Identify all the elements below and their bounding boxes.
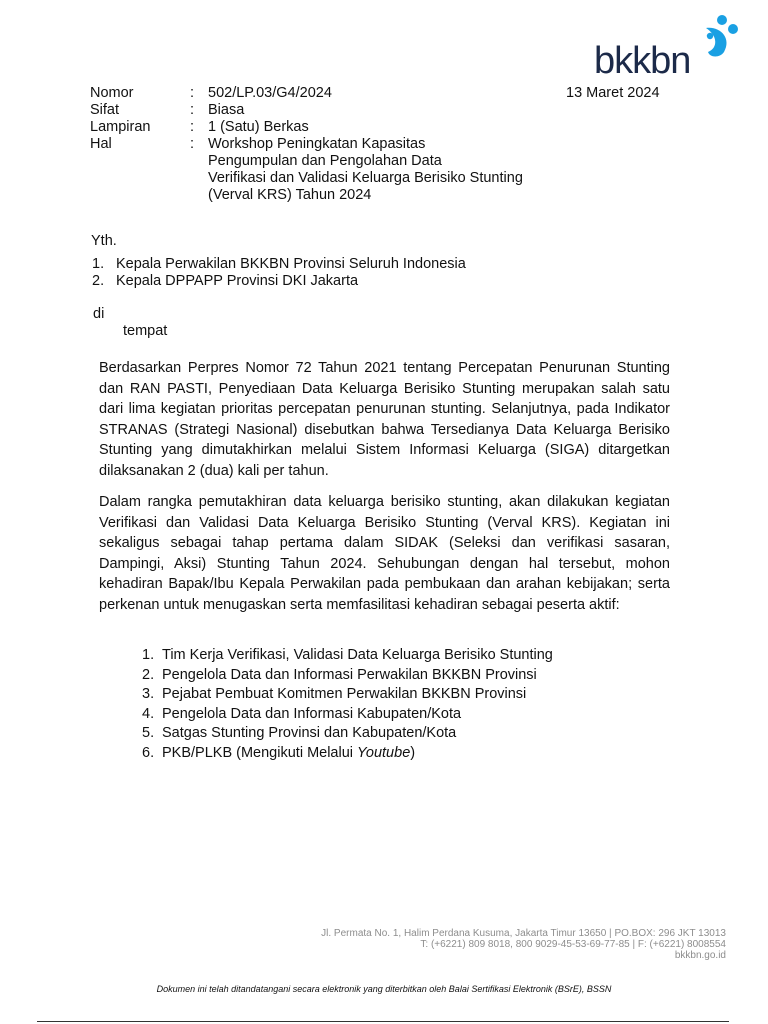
meta-colon: : [190, 85, 195, 101]
website-line: bkkbn.go.id [674, 950, 726, 961]
subject-line: Workshop Peningkatan Kapasitas [208, 136, 426, 152]
letter-attachment: 1 (Satu) Berkas [208, 119, 309, 135]
list-item [142, 685, 553, 705]
electronic-signature-note: Dokumen ini telah ditandatangani secara elektronik yang diterbitkan oleh Balai Sertifikasi Elektronik (BSrE), BSSN [156, 984, 612, 994]
list-item [142, 744, 553, 764]
list-item [142, 666, 553, 686]
youtube-text: Youtube [357, 744, 411, 761]
letter-nature: Biasa [208, 102, 245, 118]
meta-label: Sifat [90, 102, 120, 118]
subject-line: Verifikasi dan Validasi Keluarga Berisiko Stunting [208, 170, 523, 186]
location-di: di [93, 306, 105, 322]
list-number: 1. [92, 256, 105, 272]
list-item [92, 273, 466, 290]
meta-row-sifat [90, 102, 568, 119]
meta-label: Hal [90, 136, 112, 152]
list-item [92, 256, 466, 273]
meta-row-nomor [90, 85, 568, 102]
meta-colon: : [190, 119, 195, 135]
participant-text: Pejabat Pembuat Komitmen Perwakilan BKKBN Provinsi [162, 686, 527, 702]
office-address [280, 928, 726, 961]
subject-line: (Verval KRS) Tahun 2024 [208, 187, 372, 203]
participant-text: Tim Kerja Verifikasi, Validasi Data Keluarga Berisiko Stunting [162, 647, 553, 663]
participant-list [142, 646, 553, 763]
location-tempat: tempat [123, 323, 168, 339]
bkkbn-logo [592, 14, 742, 82]
contact-line: T: (+6221) 809 8018, 800 9029-45-53-69-77-85 | F: (+6221) 8008554 [420, 939, 726, 950]
recipient-list [92, 256, 466, 290]
list-number: 2. [92, 273, 105, 289]
meta-row-hal [90, 136, 568, 204]
participant-text [162, 744, 415, 764]
subject-line: Pengumpulan dan Pengolahan Data [208, 153, 442, 169]
meta-label: Nomor [90, 85, 134, 101]
participant-text-prefix: PKB/PLKB (Mengikuti Melalui [162, 744, 358, 761]
list-number: 6. [142, 744, 155, 761]
list-number: 4. [142, 705, 155, 722]
list-number: 2. [142, 666, 155, 683]
address-line: Jl. Permata No. 1, Halim Perdana Kusuma, Jakarta Timur 13650 | PO.BOX: 296 JKT 13013 [321, 928, 726, 939]
bkkbn-emblem-icon [690, 14, 742, 58]
list-number: 3. [142, 686, 155, 702]
list-item [142, 724, 553, 744]
letter-metadata [90, 85, 568, 204]
greeting: Yth. [91, 233, 117, 249]
list-item [142, 705, 553, 725]
meta-row-lampiran [90, 119, 568, 136]
meta-colon: : [190, 136, 195, 152]
letter-number: 502/LP.03/G4/2024 [208, 85, 332, 101]
list-item [142, 646, 553, 666]
participant-text: Satgas Stunting Provinsi dan Kabupaten/Kota [162, 725, 457, 741]
recipient-text: Kepala Perwakilan BKKBN Provinsi Seluruh Indonesia [116, 256, 466, 272]
participant-text: Pengelola Data dan Informasi Kabupaten/Kota [162, 705, 462, 722]
letter-subject [208, 136, 568, 204]
meta-label: Lampiran [90, 119, 151, 135]
participant-text-suffix: ) [410, 744, 416, 761]
letter-date: 13 Maret 2024 [566, 85, 660, 101]
meta-colon: : [190, 102, 195, 118]
list-number: 5. [142, 725, 155, 741]
list-number: 1. [142, 647, 155, 663]
footer-divider [37, 1021, 729, 1022]
participant-text: Pengelola Data dan Informasi Perwakilan BKKBN Provinsi [162, 666, 537, 683]
recipient-text: Kepala DPPAPP Provinsi DKI Jakarta [116, 273, 359, 289]
body-paragraph-2: Dalam rangka pemutakhiran data keluarga berisiko stunting, akan dilakukan kegiatan Verifikasi dan Validasi Data Keluarga Berisiko Stunting (Verval KRS). Kegiatan ini sekaligus sebagai tahap pertama dalam SIDAK (Seleksi dan verifikasi sasaran, Dampingi, Aksi) Stunting Tahun 2024. Sehubungan dengan hal tersebut, mohon kehadiran Bapak/Ibu Kepala Perwakilan pada pembukaan dan arahan kebijakan; serta perkenan untuk menugaskan serta memfasilitasi kehadiran sebagai peserta aktif: [99, 494, 670, 613]
logo-wordmark: bkkbn [594, 40, 691, 82]
body-paragraph-1: Berdasarkan Perpres Nomor 72 Tahun 2021 tentang Percepatan Penurunan Stunting dan RAN PASTI, Penyediaan Data Keluarga Berisiko Stunting merupakan salah satu dari lima kegiatan prioritas percepatan penurunan stunting. Selanjutnya, pada Indikator STRANAS (Strategi Nasional) disebutkan bahwa Tersedianya Data Keluarga Berisiko Stunting yang dimutakhirkan melalui Sistem Informasi Keluarga (SIGA) ditargetkan dilaksanakan 2 (dua) kali per tahun. [99, 360, 670, 479]
